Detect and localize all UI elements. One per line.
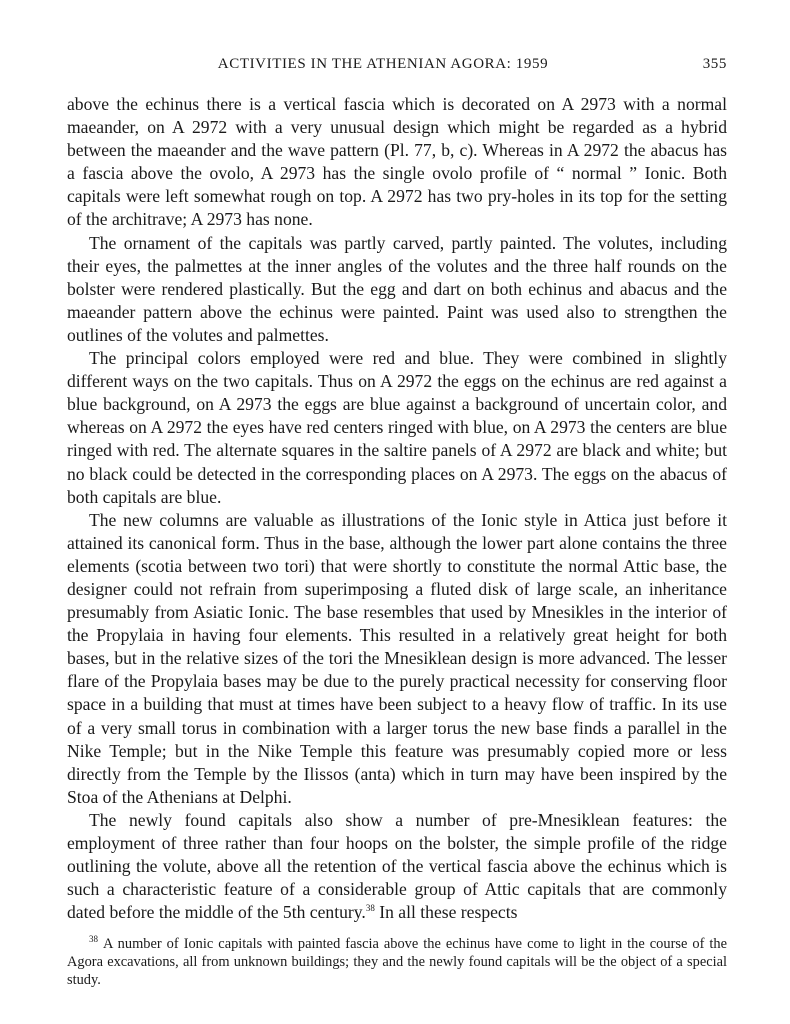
paragraph-5-text: The newly found capitals also show a number of pre-Mnesiklean features: the employment of three rather than four hoops on the bolster, the simple profile of the ridge outlining the volute, above all the retention of the vertical fascia above the echinus which is such a characteristic feature of a considerable group of Attic capitals that are commonly dated before the middle of the 5th century. (67, 809, 727, 923)
running-title: ACTIVITIES IN THE ATHENIAN AGORA: 1959 (217, 56, 549, 72)
paragraph-5 (67, 809, 727, 924)
footnote (67, 936, 727, 989)
paragraph-1: above the echinus there is a vertical fascia which is decorated on A 2973 with a normal maeander, on A 2972 with a very unusual design which might be regarded as a hybrid between the maeander and the wave pattern (Pl. 77, b, c). Whereas in A 2972 the abacus has a fascia above the ovolo, A 2973 has the single ovolo profile of “ normal ” Ionic. Both capitals were left somewhat rough on top. A 2972 has two pry-holes in its top for the setting of the architrave; A 2973 has none. (67, 94, 727, 230)
running-head (67, 56, 727, 80)
page-number: 355 (702, 56, 727, 72)
footnote-number: 38 (89, 934, 98, 945)
paragraph-4: The new columns are valuable as illustrations of the Ionic style in Attica just before it attained its canonical form. Thus in the base, although the lower part alone contains the three elements (scotia between two tori) that were shortly to constitute the normal Attic base, the designer could not refrain from superimposing a fluted disk of large scale, an inheritance presumably from Asiatic Ionic. The base resembles that used by Mnesikles in the interior of the Propylaia in having four elements. This resulted in a relatively great height for both bases, but in the relative sizes of the tori the Mnesiklean design is more advanced. The lesser flare of the Propylaia bases may be due to the purely practical necessity for conserving floor space in a building that must at times have been subject to a heavy flow of traffic. In its use of a very small torus in combination with a larger torus the new base finds a parallel in the Nike Temple; but in the Nike Temple this feature was presumably copied more or less directly from the Temple by the Ilissos (anta) which in turn may have been inspired by the Stoa of the Athenians at Delphi. (67, 509, 727, 807)
footnote-text: A number of Ionic capitals with painted fascia above the echinus have come to light in the course of the Agora excavations, all from unknown buildings; they and the newly found capitals will be the object of a special study. (67, 936, 727, 988)
body-text (67, 93, 727, 924)
paragraph-2: The ornament of the capitals was partly carved, partly painted. The volutes, including their eyes, the palmettes at the inner angles of the volutes and the three half rounds on the bolster were rendered plastically. But the egg and dart on both echinus and abacus and the maeander pattern above the echinus were painted. Paint was used also to strengthen the outlines of the volutes and palmettes. (67, 232, 727, 345)
footnote-reference: 38 (365, 903, 375, 914)
paragraph-5-continuation: In all these respects (374, 902, 518, 923)
page (67, 56, 727, 989)
paragraph-3: The principal colors employed were red and blue. They were combined in slightly different ways on the two capitals. Thus on A 2972 the eggs on the echinus are red against a blue background, on A 2973 the eggs are blue against a background of uncertain color, and whereas on A 2972 the eyes have red centers ringed with blue, on A 2973 the centers are blue ringed with red. The alternate squares in the saltire panels of A 2972 are black and white; but no black could be detected in the corresponding places on A 2973. The eggs on the abacus of both capitals are blue. (67, 348, 727, 507)
